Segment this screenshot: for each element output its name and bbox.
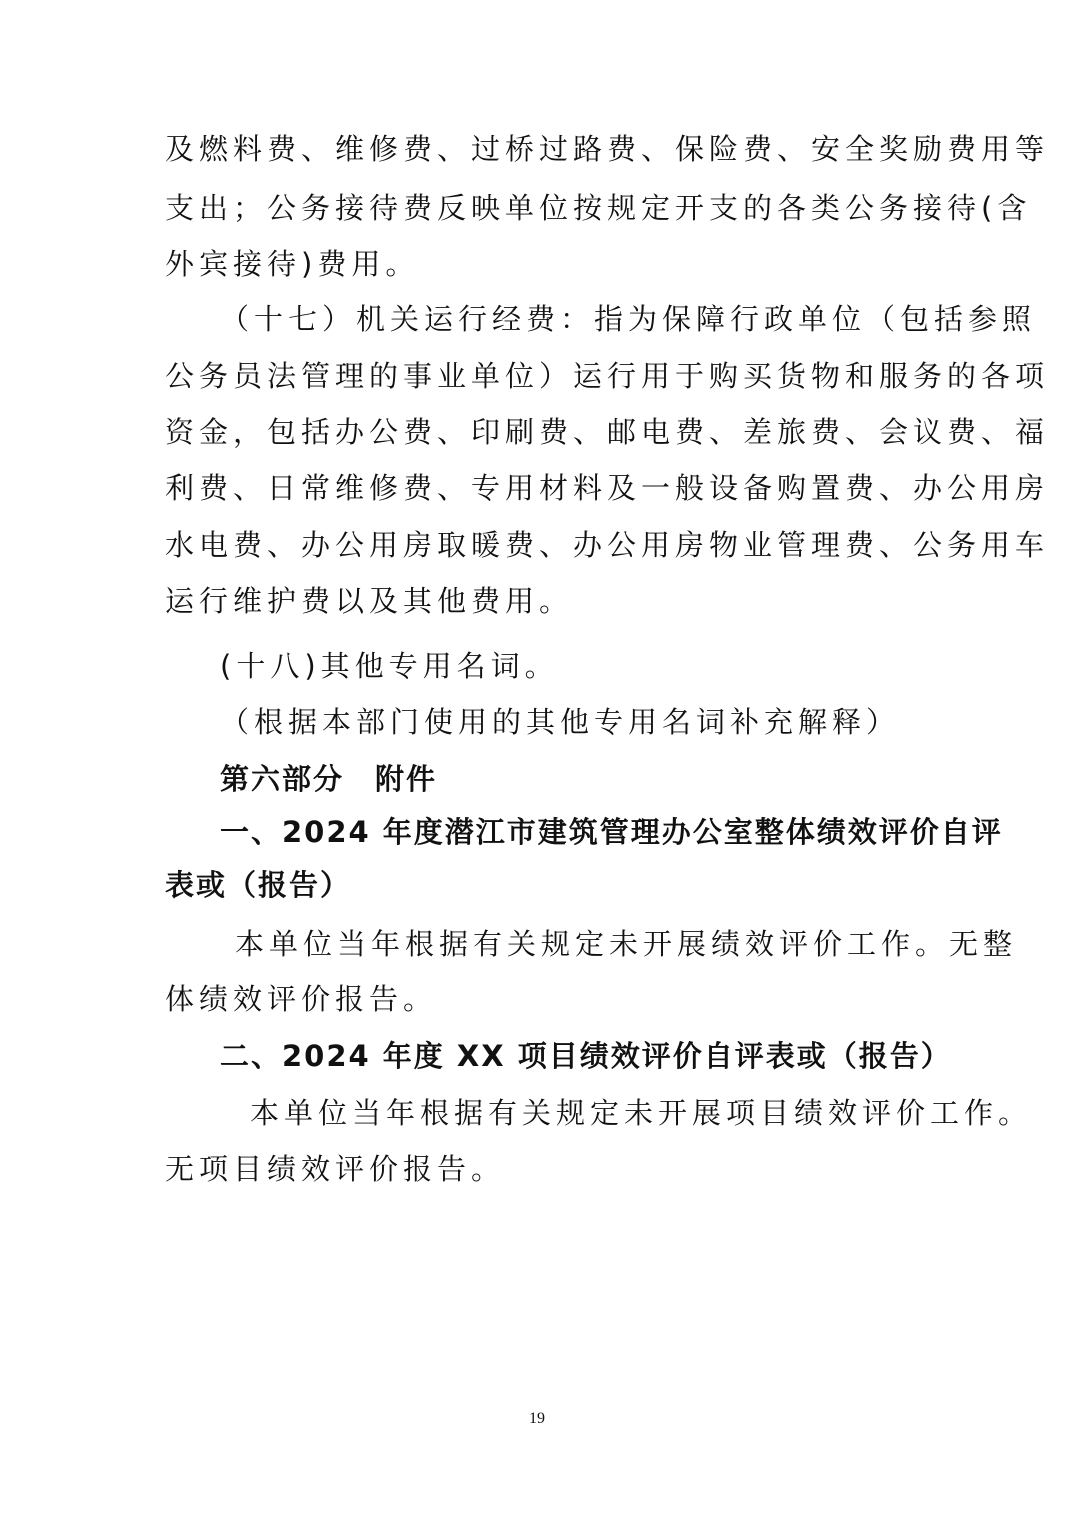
subsection-heading: 一、2024 年度潜江市建筑管理办公室整体绩效评价自评	[220, 815, 1003, 849]
paragraph-line: 外宾接待)费用。	[165, 247, 420, 281]
paragraph-line: 及燃料费、维修费、过桥过路费、保险费、安全奖励费用等	[165, 132, 1050, 166]
paragraph-line: 支出；公务接待费反映单位按规定开支的各类公务接待(含	[165, 191, 1032, 225]
paragraph-line: 水电费、办公用房取暖费、办公用房物业管理费、公务用车	[165, 528, 1050, 562]
section-heading: 第六部分 附件	[220, 762, 438, 796]
paragraph-line: 无项目绩效评价报告。	[165, 1152, 506, 1186]
paragraph-line: 运行维护费以及其他费用。	[165, 584, 574, 618]
paragraph-line: （十七）机关运行经费：指为保障行政单位（包括参照	[220, 302, 1037, 336]
paragraph-line: 公务员法管理的事业单位）运行用于购买货物和服务的各项	[165, 359, 1050, 393]
paragraph-line: 利费、日常维修费、专用材料及一般设备购置费、办公用房	[165, 471, 1050, 505]
paragraph-line: (十八)其他专用名词。	[220, 649, 559, 683]
subsection-heading: 表或（报告）	[165, 868, 352, 902]
page-number: 19	[529, 1410, 545, 1427]
paragraph-line: 本单位当年根据有关规定未开展绩效评价工作。无整	[235, 927, 1018, 961]
paragraph-line: 体绩效评价报告。	[165, 982, 438, 1016]
paragraph-line: 本单位当年根据有关规定未开展项目绩效评价工作。	[250, 1096, 1033, 1130]
paragraph-line: （根据本部门使用的其他专用名词补充解释）	[220, 705, 901, 739]
subsection-heading: 二、2024 年度 XX 项目绩效评价自评表或（报告）	[220, 1039, 952, 1073]
paragraph-line: 资金，包括办公费、印刷费、邮电费、差旅费、会议费、福	[165, 415, 1050, 449]
